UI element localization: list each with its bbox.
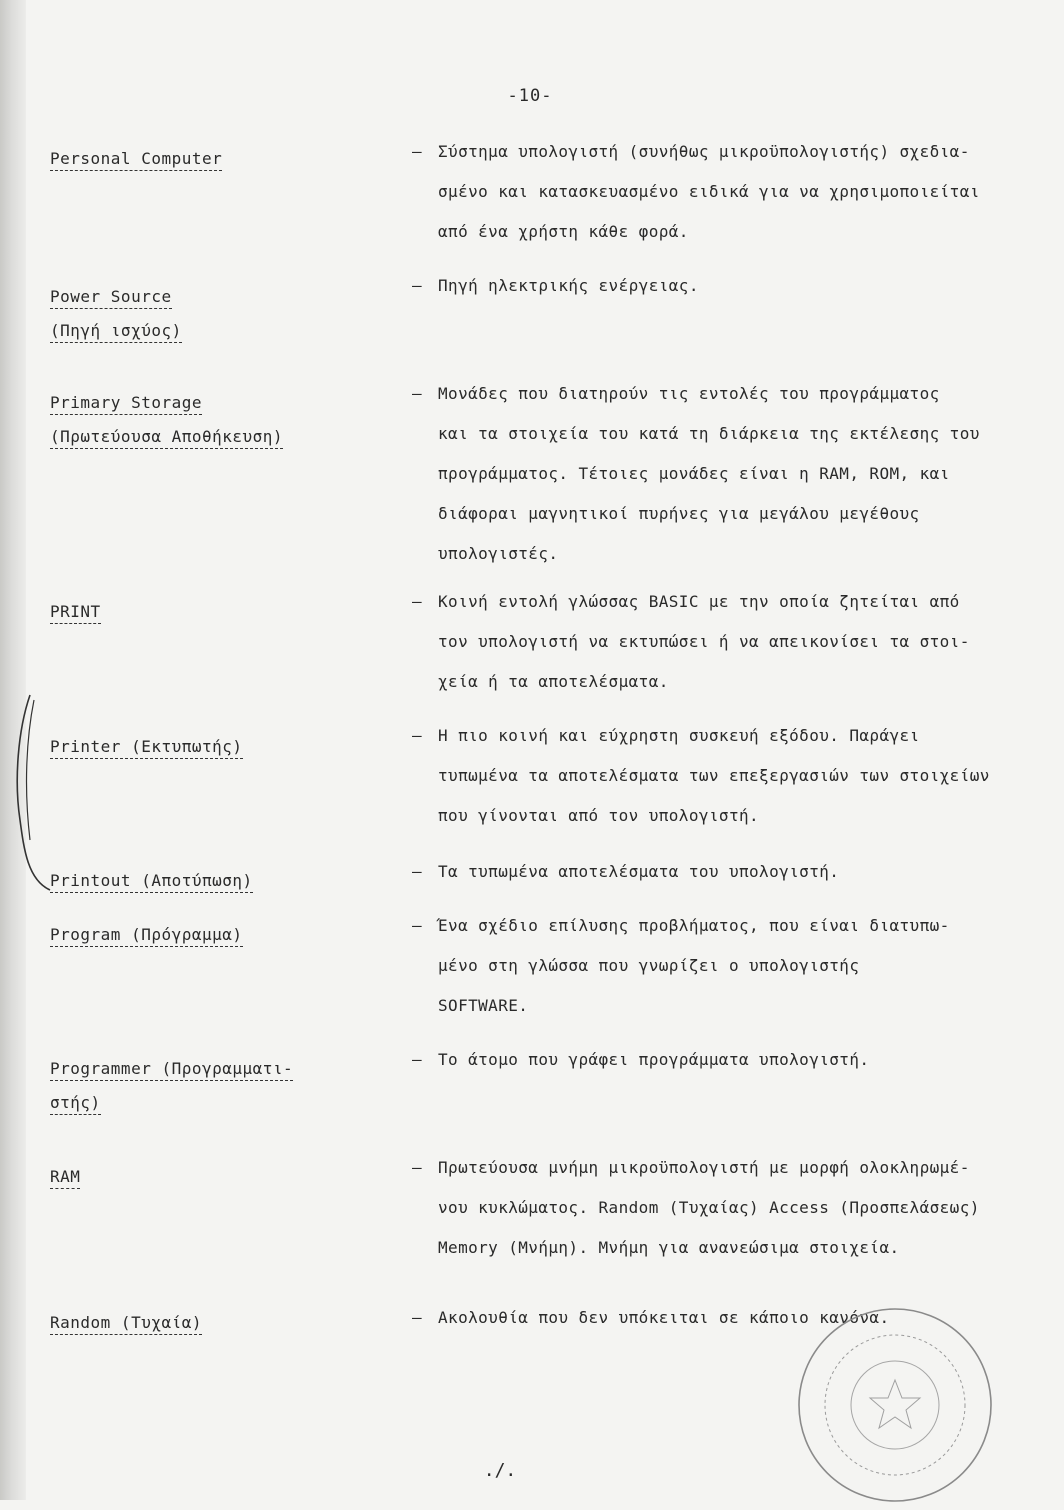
definition-dash: – bbox=[412, 142, 423, 161]
definition-line: Σύστημα υπολογιστή (συνήθως μικροϋπολογιστής) σχεδια- bbox=[438, 142, 970, 161]
glossary-term bbox=[50, 918, 390, 952]
definition-line: SOFTWARE. bbox=[438, 996, 529, 1015]
glossary-term bbox=[50, 595, 390, 629]
term-line bbox=[50, 386, 390, 420]
definition-dash: – bbox=[412, 384, 423, 403]
definition-line: Κοινή εντολή γλώσσας BASIC με την οποία ζητείται από bbox=[438, 592, 960, 611]
term-text: Power Source bbox=[50, 287, 172, 309]
term-line bbox=[50, 314, 390, 348]
definition-line: από ένα χρήστη κάθε φορά. bbox=[438, 222, 689, 241]
definition-line: Η πιο κοινή και εύχρηστη συσκευή εξόδου. Παράγει bbox=[438, 726, 920, 745]
term-line bbox=[50, 864, 390, 898]
definition-line: Πρωτεύουσα μνήμη μικροϋπολογιστή με μορφή ολοκληρωμέ- bbox=[438, 1158, 970, 1177]
definition-dash: – bbox=[412, 726, 423, 745]
definition-line: Ακολουθία που δεν υπόκειται σε κάποιο κανόνα. bbox=[438, 1308, 890, 1327]
official-seal-stamp bbox=[790, 1300, 1000, 1510]
term-text: Random (Τυχαία) bbox=[50, 1313, 202, 1335]
glossary-term bbox=[50, 280, 390, 348]
term-line bbox=[50, 730, 390, 764]
definition-line: Μονάδες που διατηρούν τις εντολές του προγράμματος bbox=[438, 384, 940, 403]
definition-dash: – bbox=[412, 862, 423, 881]
glossary-term bbox=[50, 1160, 390, 1194]
definition-dash: – bbox=[412, 916, 423, 935]
glossary-term bbox=[50, 386, 390, 454]
term-text: στής) bbox=[50, 1093, 101, 1115]
definition-line: και τα στοιχεία του κατά τη διάρκεια της εκτέλεσης του bbox=[438, 424, 980, 443]
definition-dash: – bbox=[412, 592, 423, 611]
term-line bbox=[50, 280, 390, 314]
glossary-definition bbox=[412, 582, 1052, 702]
term-line bbox=[50, 420, 390, 454]
definition-line: προγράμματος. Τέτοιες μονάδες είναι η RAM, ROM, και bbox=[438, 464, 950, 483]
definition-line: χεία ή τα αποτελέσματα. bbox=[438, 672, 669, 691]
term-line bbox=[50, 1306, 390, 1340]
definition-line: Το άτομο που γράφει προγράμματα υπολογιστή. bbox=[438, 1050, 870, 1069]
definition-line: Memory (Μνήμη). Μνήμη για ανανεώσιμα στοιχεία. bbox=[438, 1238, 900, 1257]
term-text: PRINT bbox=[50, 602, 101, 624]
glossary-definition bbox=[412, 1148, 1052, 1268]
definition-line: σμένο και κατασκευασμένο ειδικά για να χρησιμοποιείται bbox=[438, 182, 980, 201]
definition-line: νου κυκλώματος. Random (Τυχαίας) Access (Προσπελάσεως) bbox=[438, 1198, 980, 1217]
glossary-term bbox=[50, 864, 390, 898]
glossary-term bbox=[50, 1052, 390, 1120]
page-number: -10- bbox=[507, 86, 553, 106]
glossary-term bbox=[50, 730, 390, 764]
definition-dash: – bbox=[412, 1158, 423, 1177]
glossary-definition bbox=[412, 266, 1052, 306]
term-line bbox=[50, 142, 390, 176]
definition-line: τυπωμένα τα αποτελέσματα των επεξεργασιών των στοιχείων bbox=[438, 766, 990, 785]
definition-line: τον υπολογιστή να εκτυπώσει ή να απεικονίσει τα στοι- bbox=[438, 632, 970, 651]
glossary-definition bbox=[412, 906, 1052, 1026]
term-text: Primary Storage bbox=[50, 393, 202, 415]
definition-line: Πηγή ηλεκτρικής ενέργειας. bbox=[438, 276, 699, 295]
continuation-mark: ./. bbox=[483, 1460, 517, 1481]
glossary-term bbox=[50, 1306, 390, 1340]
glossary-definition bbox=[412, 132, 1052, 252]
term-line bbox=[50, 1086, 390, 1120]
term-text: Program (Πρόγραμμα) bbox=[50, 925, 243, 947]
term-text: Printer (Εκτυπωτής) bbox=[50, 737, 243, 759]
term-text: RAM bbox=[50, 1167, 80, 1189]
definition-line: υπολογιστές. bbox=[438, 544, 559, 563]
glossary-term bbox=[50, 142, 390, 176]
term-text: (Πηγή ισχύος) bbox=[50, 321, 182, 343]
glossary-definition bbox=[412, 852, 1052, 892]
term-text: Programmer (Προγραμματι- bbox=[50, 1059, 293, 1081]
term-text: (Πρωτεύουσα Αποθήκευση) bbox=[50, 427, 283, 449]
definition-line: μένο στη γλώσσα που γνωρίζει ο υπολογιστής bbox=[438, 956, 860, 975]
definition-line: Τα τυπωμένα αποτελέσματα του υπολογιστή. bbox=[438, 862, 840, 881]
definition-dash: – bbox=[412, 1050, 423, 1069]
definition-line: που γίνονται από τον υπολογιστή. bbox=[438, 806, 760, 825]
term-line bbox=[50, 918, 390, 952]
definition-dash: – bbox=[412, 1308, 423, 1327]
glossary-definition bbox=[412, 1040, 1052, 1080]
term-text: Personal Computer bbox=[50, 149, 222, 171]
term-line bbox=[50, 1052, 390, 1086]
term-text: Printout (Αποτύπωση) bbox=[50, 871, 253, 893]
definition-line: διάφοραι μαγνητικοί πυρήνες για μεγάλου μεγέθους bbox=[438, 504, 920, 523]
term-line bbox=[50, 595, 390, 629]
glossary-definition bbox=[412, 716, 1052, 836]
term-line bbox=[50, 1160, 390, 1194]
definition-dash: – bbox=[412, 276, 423, 295]
glossary-definition bbox=[412, 374, 1052, 574]
definition-line: Ένα σχέδιο επίλυσης προβλήματος, που είναι διατυπω- bbox=[438, 916, 950, 935]
